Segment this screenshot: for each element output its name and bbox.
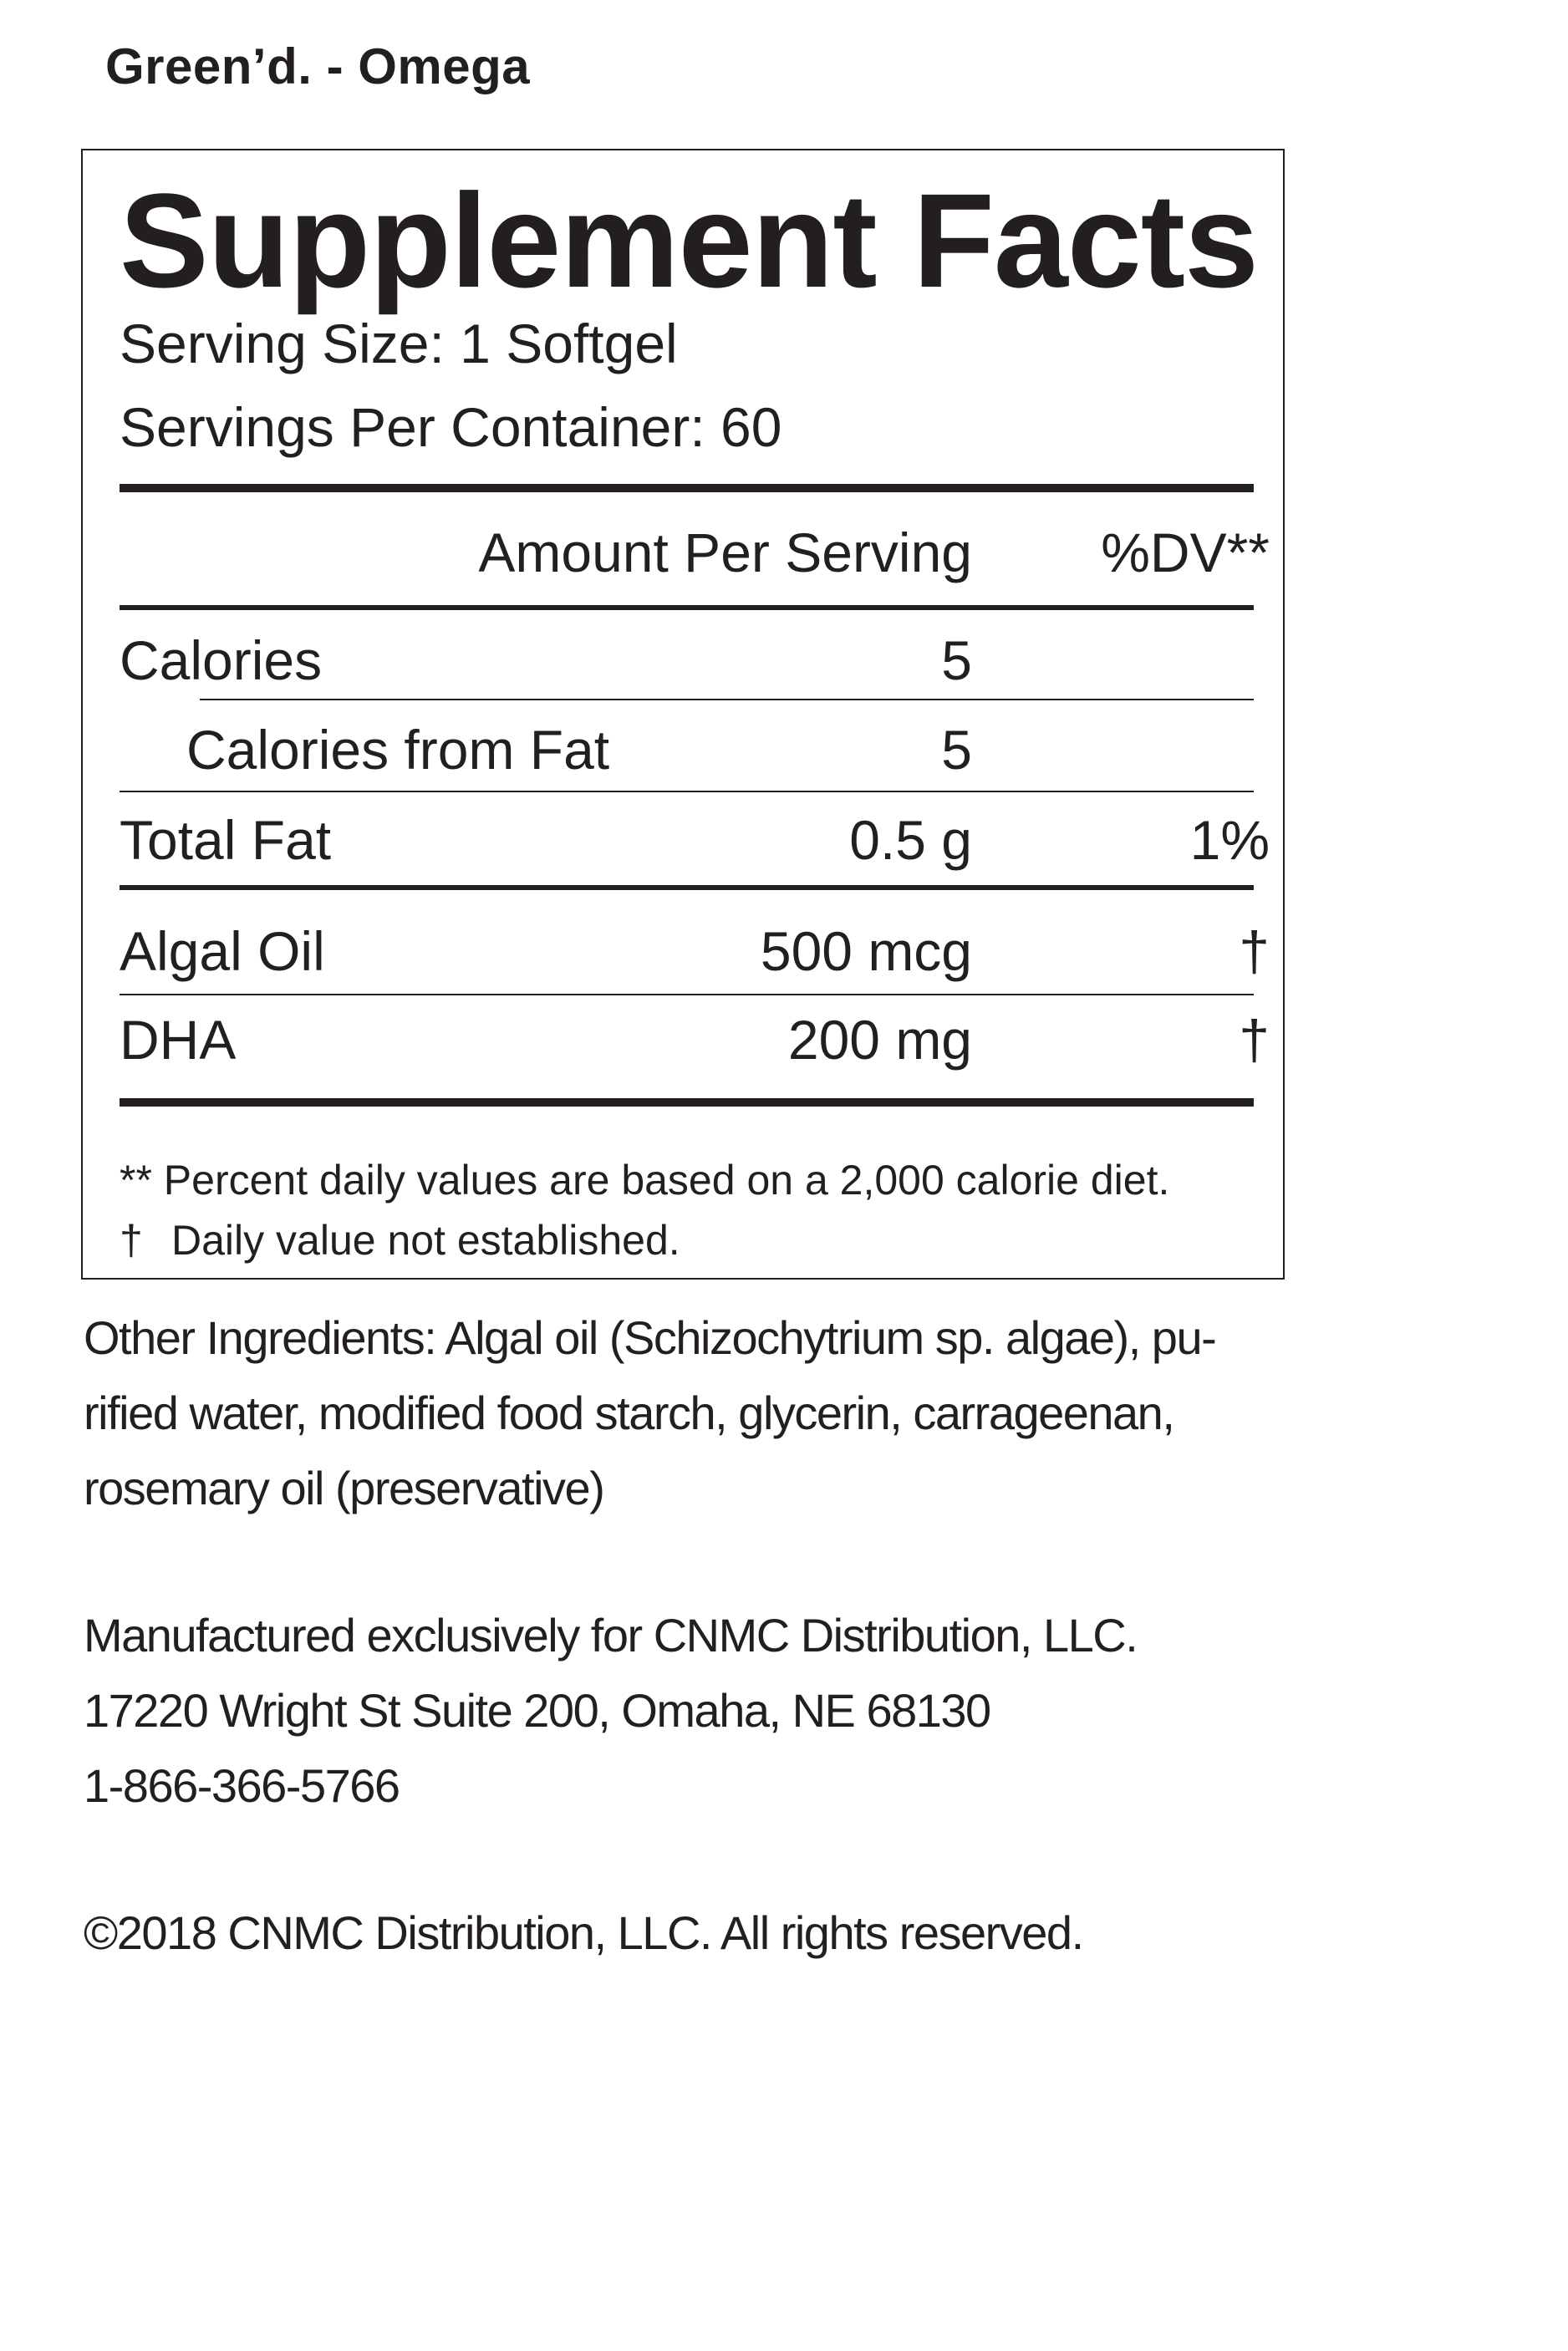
copyright-notice <box>84 1896 1321 1971</box>
divider-total-fat <box>120 885 1254 890</box>
facts-title: Supplement Facts <box>120 165 1259 315</box>
row-total-fat-name: Total Fat <box>120 809 332 871</box>
serving-size: Serving Size: 1 Softgel <box>120 313 678 374</box>
manufacturer-line: Manufactured exclusively for CNMC Distribution, LLC. <box>84 1609 1138 1661</box>
supplement-facts-panel <box>81 149 1285 1280</box>
ingredients-line: rosemary oil (preservative) <box>84 1462 604 1514</box>
row-algal-oil-name: Algal Oil <box>120 920 325 982</box>
row-calories-name: Calories <box>120 629 323 691</box>
header-percent-dv: %DV** <box>1101 522 1270 583</box>
row-calories-from-fat-name: Calories from Fat <box>186 719 610 781</box>
divider-calories-from-fat <box>120 791 1254 792</box>
row-dha-dv: † <box>1239 1009 1270 1071</box>
row-dha-name: DHA <box>120 1009 237 1071</box>
manufacturer-address: 17220 Wright St Suite 200, Omaha, NE 68130 <box>84 1684 990 1737</box>
header-amount-per-serving: Amount Per Serving <box>478 522 972 583</box>
row-calories-amount: 5 <box>941 629 972 691</box>
manufacturer-phone: 1-866-366-5766 <box>84 1759 400 1812</box>
row-algal-oil-amount: 500 mcg <box>760 920 972 982</box>
divider-thick <box>120 484 1254 492</box>
divider-bottom-thick <box>120 1098 1254 1107</box>
servings-per-container: Servings Per Container: 60 <box>120 396 782 458</box>
footnote-percent-dv: ** Percent daily values are based on a 2,000 calorie diet. <box>120 1157 1170 1203</box>
ingredients-line: rified water, modified food starch, glycerin, carrageenan, <box>84 1387 1174 1439</box>
row-algal-oil-dv: † <box>1239 920 1270 982</box>
copyright-text: ©2018 CNMC Distribution, LLC. All rights reserved. <box>84 1906 1083 1959</box>
manufacturer-info <box>84 1598 1321 1824</box>
row-calories-from-fat-amount: 5 <box>941 719 972 781</box>
row-dha-amount: 200 mg <box>787 1009 972 1071</box>
dagger-symbol: † <box>120 1217 143 1264</box>
row-total-fat-amount: 0.5 g <box>849 809 972 871</box>
row-total-fat-dv: 1% <box>1189 809 1270 871</box>
product-name: Green’d. - Omega <box>105 38 531 94</box>
footnote-dagger <box>120 1217 680 1264</box>
other-ingredients <box>84 1300 1321 1526</box>
divider-calories <box>200 699 1254 700</box>
ingredients-line: Other Ingredients: Algal oil (Schizochytrium sp. algae), pu- <box>84 1311 1216 1364</box>
footnote-dagger-text: Daily value not established. <box>171 1217 680 1264</box>
divider-algal-oil <box>120 994 1254 995</box>
divider-header <box>120 605 1254 610</box>
